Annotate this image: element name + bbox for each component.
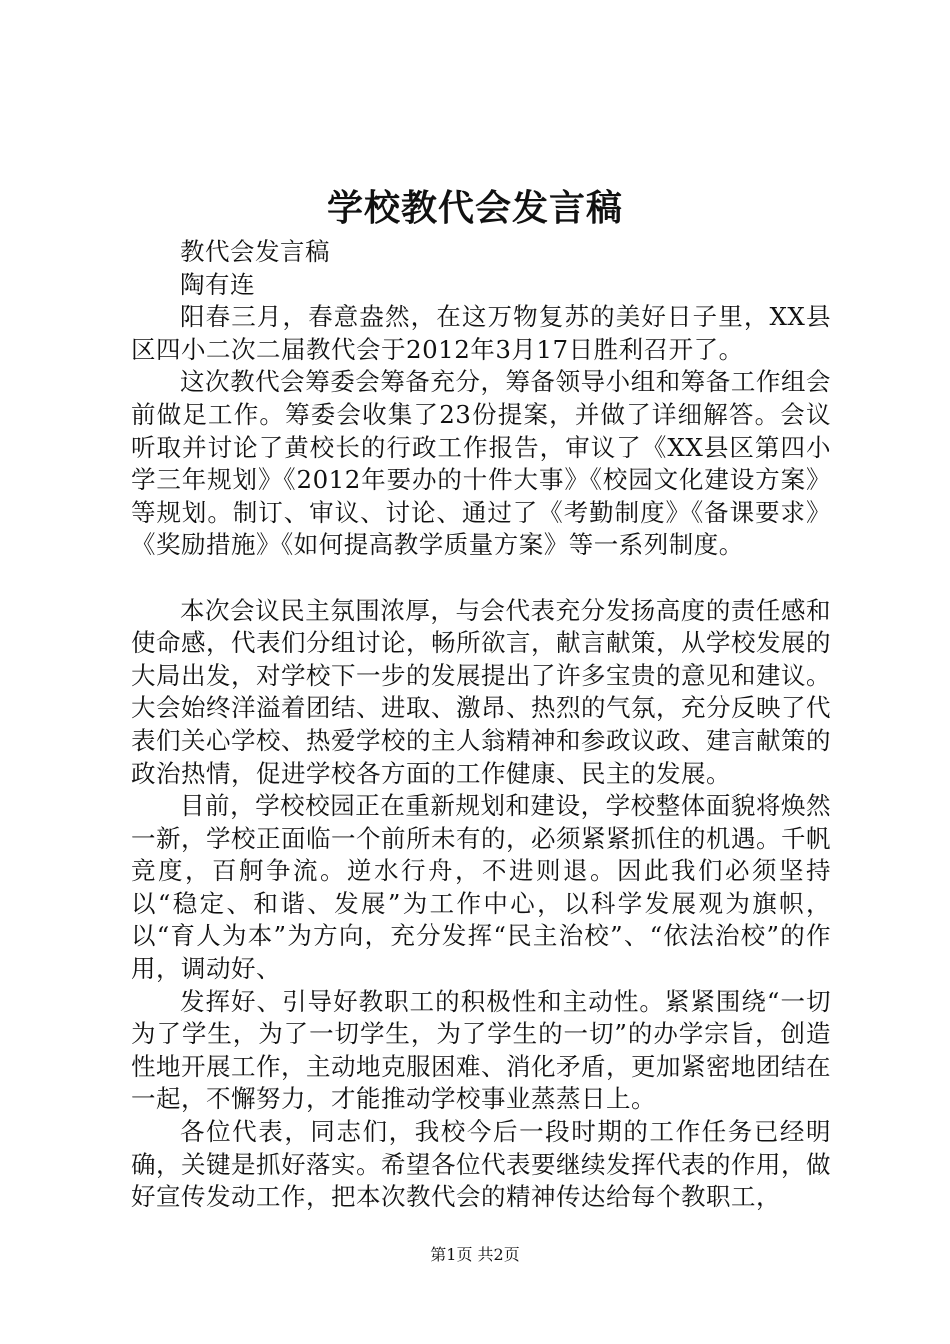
page-number-footer: 第1页 共2页	[430, 1245, 520, 1264]
document-title: 学校教代会发言稿	[326, 187, 623, 229]
paragraph-subtitle: 教代会发言稿	[180, 237, 330, 266]
paragraph-representatives: 各位代表，同志们，我校今后一段时期的工作任务已经明确，关键是抓好落实。希望各位代表要继续发挥代表的作用，做好宣传发动工作，把本次教代会的精神传达给每个教职工，	[131, 1117, 831, 1212]
paragraph-author: 陶有连	[180, 269, 255, 299]
paragraph-preparation: 这次教代会筹委会筹备充分，筹备领导小组和筹备工作组会前做足工作。筹委会收集了23份提案，并做了详细解答。会议听取并讨论了黄校长的行政工作报告，审议了《XX县区第四小学三年规划》《2012年要办的十件大事》《校园文化建设方案》等规划。制订、审议、讨论、通过了《考勤制度》《备课要求》《奖励措施》《如何提高教学质量方案》等一系列制度。	[131, 367, 831, 560]
paragraph-current-situation: 目前，学校校园正在重新规划和建设，学校整体面貌将焕然一新，学校正面临一个前所未有的，必须紧紧抓住的机遇。千帆竞度，百舸争流。逆水行舟，不进则退。因此我们必须坚持以“稳定、和谐、发展”为工作中心，以科学发展观为旗帜，以“育人为本”为方向，充分发挥“民主治校”、“依法治校”的作用，调动好、	[131, 791, 831, 984]
paragraph-opening: 阳春三月，春意盎然，在这万物复苏的美好日子里，XX县区四小二次二届教代会于2012年3月17日胜利召开了。	[131, 302, 831, 364]
paragraph-democracy: 本次会议民主氛围浓厚，与会代表充分发扬高度的责任感和使命感，代表们分组讨论，畅所欲言，献言献策，从学校发展的大局出发，对学校下一步的发展提出了许多宝贵的意见和建议。大会始终洋溢着团结、进取、激昂、热烈的气氛，充分反映了代表们关心学校、热爱学校的主人翁精神和参政议政、建言献策的政治热情，促进学校各方面的工作健康、民主的发展。	[131, 595, 831, 788]
document-body	[131, 236, 831, 1214]
paragraph-motivation: 发挥好、引导好教职工的积极性和主动性。紧紧围绕“一切为了学生，为了一切学生，为了学生的一切”的办学宗旨，创造性地开展工作，主动地克服困难、消化矛盾，更加紧密地团结在一起，不懈努力，才能推动学校事业蒸蒸日上。	[131, 986, 831, 1114]
